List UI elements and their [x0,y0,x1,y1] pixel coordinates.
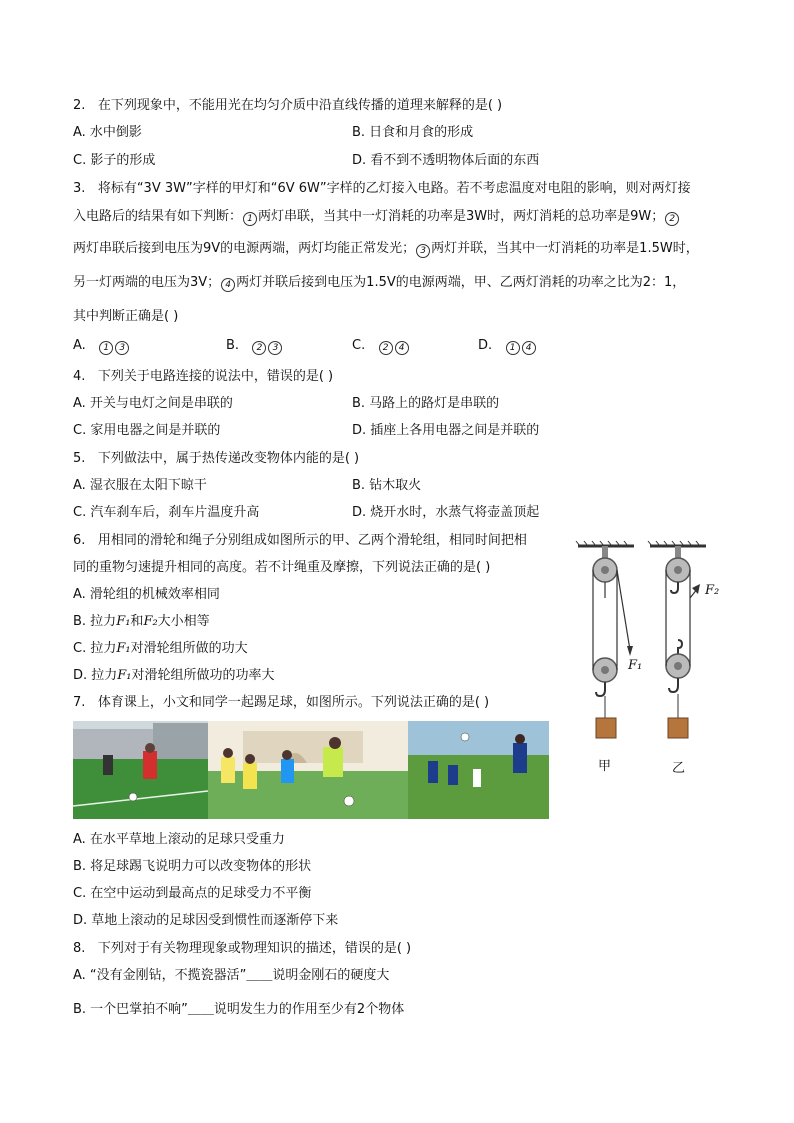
pulley-system-figure [572,538,732,778]
q5-option-a: A. 湿衣服在太阳下晾干 [73,478,207,493]
circled-number: 4 [221,278,235,292]
q3-stem-line4: 另一灯两端的电压为3V； 4 两灯并联后接到电压为1.5V的电源两端，甲、乙两灯消耗的功率之比为2：1， [73,275,686,290]
q6-option-a: A. 滑轮组的机械效率相同 [73,587,220,602]
q2-option-c: C. 影子的形成 [73,153,156,168]
q5-option-c: C. 汽车刹车后，刹车片温度升高 [73,505,260,520]
q4-option-b: B. 马路上的路灯是串联的 [352,396,500,411]
q2-stem: 2. 在下列现象中，不能用光在均匀介质中沿直线传播的道理来解释的是( ) [73,98,503,113]
figure-label-yi: 乙 [672,761,686,776]
q7-option-a: A. 在水平草地上滚动的足球只受重力 [73,832,285,847]
q3-option-b: B. 2 3 [226,337,283,355]
q5-stem: 5. 下列做法中，属于热传递改变物体内能的是( ) [73,451,360,466]
q2-option-b: B. 日食和月食的形成 [352,125,474,140]
q4-option-a: A. 开关与电灯之间是串联的 [73,396,233,411]
q2-option-a: A. 水中倒影 [73,125,142,140]
q8-stem: 8. 下列对于有关物理现象或物理知识的描述，错误的是( ) [73,941,412,956]
q7-stem: 7. 体育课上，小文和同学一起踢足球，如图所示。下列说法正确的是( ) [73,695,490,710]
f1-label: F₁ [628,658,643,673]
q3-stem-line1: 3. 将标有“3V 3W”字样的甲灯和“6V 6W”字样的乙灯接入电路。若不考虑温度对电阻的影响，则对两灯接 [73,181,691,196]
q3-stem-line2: 入电路后的结果有如下判断： 1 两灯串联，当其中一灯消耗的功率是3W时，两灯消耗的总功率是9W； 2 [73,208,680,226]
q4-option-d: D. 插座上各用电器之间是并联的 [352,423,540,438]
figure-label-jia: 甲 [598,759,612,774]
q3-option-d: D. 1 4 [478,337,537,355]
q7-option-c: C. 在空中运动到最高点的足球受力不平衡 [73,886,312,901]
q3-option-a: A. 1 3 [73,337,130,355]
q6-option-c: C. 拉力F₁对滑轮组所做的功大 [73,641,248,656]
q5-option-b: B. 钻木取火 [352,478,422,493]
q6-stem-line2: 同的重物匀速提升相同的高度。若不计绳重及摩擦，下列说法正确的是( ) [73,560,491,575]
q2-option-d: D. 看不到不透明物体后面的东西 [352,153,540,168]
football-photo [73,721,549,819]
q8-option-a: A. “没有金刚钻，不揽瓷器活”＿＿说明金刚石的硬度大 [73,968,390,983]
circled-number: 3 [416,244,430,258]
q3-stem-line5: 其中判断正确是( ) [73,309,179,324]
circled-number: 2 [665,212,679,226]
q6-option-d: D. 拉力F₁对滑轮组所做功的功率大 [73,668,275,683]
q4-stem: 4. 下列关于电路连接的说法中，错误的是( ) [73,369,334,384]
q7-option-d: D. 草地上滚动的足球因受到惯性而逐渐停下来 [73,913,339,928]
q7-option-b: B. 将足球踢飞说明力可以改变物体的形状 [73,859,312,874]
q3-stem-line3: 两灯串联后接到电压为9V的电源两端，两灯均能正常发光； 3 两灯并联，当其中一灯消耗的功率是1.5W时， [73,241,699,256]
q8-option-b: B. 一个巴掌拍不响”＿＿说明发生力的作用至少有2个物体 [73,1002,405,1017]
circled-number: 1 [243,212,257,226]
q3-option-c: C. 2 4 [352,337,410,355]
q4-option-c: C. 家用电器之间是并联的 [73,423,221,438]
q5-option-d: D. 烧开水时，水蒸气将壶盖顶起 [352,505,540,520]
q6-stem-line1: 6. 用相同的滑轮和绳子分别组成如图所示的甲、乙两个滑轮组，相同时间把相 [73,533,527,548]
f2-label: F₂ [705,583,720,598]
q6-option-b: B. 拉力F₁和F₂大小相等 [73,614,210,629]
